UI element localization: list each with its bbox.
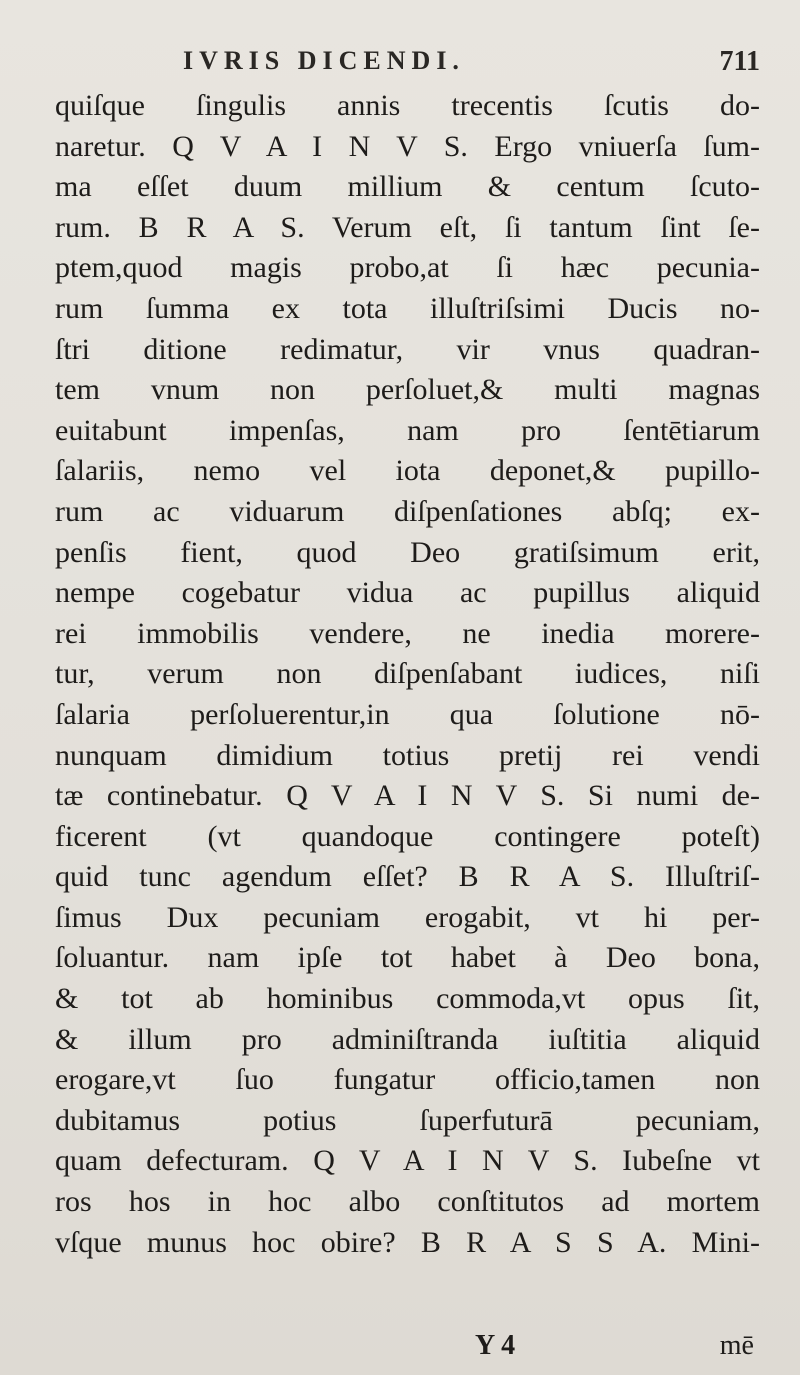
text-line: ſoluantur. nam ipſe tot habet à Deo bona,	[55, 941, 760, 975]
text-line: naretur. Q V A I N V S. Ergo vniuerſa ſum-	[55, 129, 760, 163]
text-line: & tot ab hominibus commoda,vt opus ſit,	[55, 982, 760, 1016]
text-line: rei immobilis vendere, ne inedia morere-	[55, 616, 760, 650]
signature-mark: Y 4	[475, 1330, 516, 1361]
page-number: 711	[719, 46, 760, 77]
text-line: rum ac viduarum diſpenſationes abſq; ex-	[55, 494, 760, 528]
page-footer	[55, 1330, 760, 1370]
text-line: ſalariis, nemo vel iota deponet,& pupillo-	[55, 454, 760, 488]
text-line: vſque munus hoc obire? B R A S S A. Mini-	[55, 1225, 760, 1259]
catchword: mē	[719, 1330, 754, 1361]
text-line: ſtri ditione redimatur, vir vnus quadran-	[55, 332, 760, 366]
text-line: erogare,vt ſuo fungatur officio,tamen non	[55, 1063, 760, 1097]
text-line: rum ſumma ex tota illuſtriſsimi Ducis no-	[55, 291, 760, 325]
body-text	[55, 86, 760, 1263]
text-line: euitabunt impenſas, nam pro ſentētiarum	[55, 413, 760, 447]
text-line: tæ continebatur. Q V A I N V S. Si numi de-	[55, 779, 760, 813]
text-line: quam defecturam. Q V A I N V S. Iubeſne vt	[55, 1144, 760, 1178]
text-line: quid tunc agendum eſſet? B R A S. Illuſtriſ-	[55, 860, 760, 894]
text-line: & illum pro adminiſtranda iuſtitia aliquid	[55, 1022, 760, 1056]
text-line: nempe cogebatur vidua ac pupillus aliquid	[55, 576, 760, 610]
text-line: ficerent (vt quandoque contingere poteſt)	[55, 819, 760, 853]
text-line: ſimus Dux pecuniam erogabit, vt hi per-	[55, 900, 760, 934]
text-line: dubitamus potius ſuperfuturā pecuniam,	[55, 1103, 760, 1137]
text-line: ptem,quod magis probo,at ſi hæc pecunia-	[55, 251, 760, 285]
text-line: rum. B R A S. Verum eſt, ſi tantum ſint ſe-	[55, 210, 760, 244]
text-line: nunquam dimidium totius pretij rei vendi	[55, 738, 760, 772]
text-line: quiſque ſingulis annis trecentis ſcutis do-	[55, 89, 760, 122]
text-line: tur, verum non diſpenſabant iudices, niſi	[55, 657, 760, 691]
text-line: ſalaria perſoluerentur,in qua ſolutione nō-	[55, 697, 760, 731]
text-line: ros hos in hoc albo conſtitutos ad mortem	[55, 1185, 760, 1219]
text-line: tem vnum non perſoluet,& multi magnas	[55, 373, 760, 407]
running-title: IVRIS DICENDI.	[183, 46, 465, 75]
page-header	[55, 42, 760, 82]
text-line: ma eſſet duum millium & centum ſcuto-	[55, 170, 760, 204]
text-line: penſis fient, quod Deo gratiſsimum erit,	[55, 535, 760, 569]
